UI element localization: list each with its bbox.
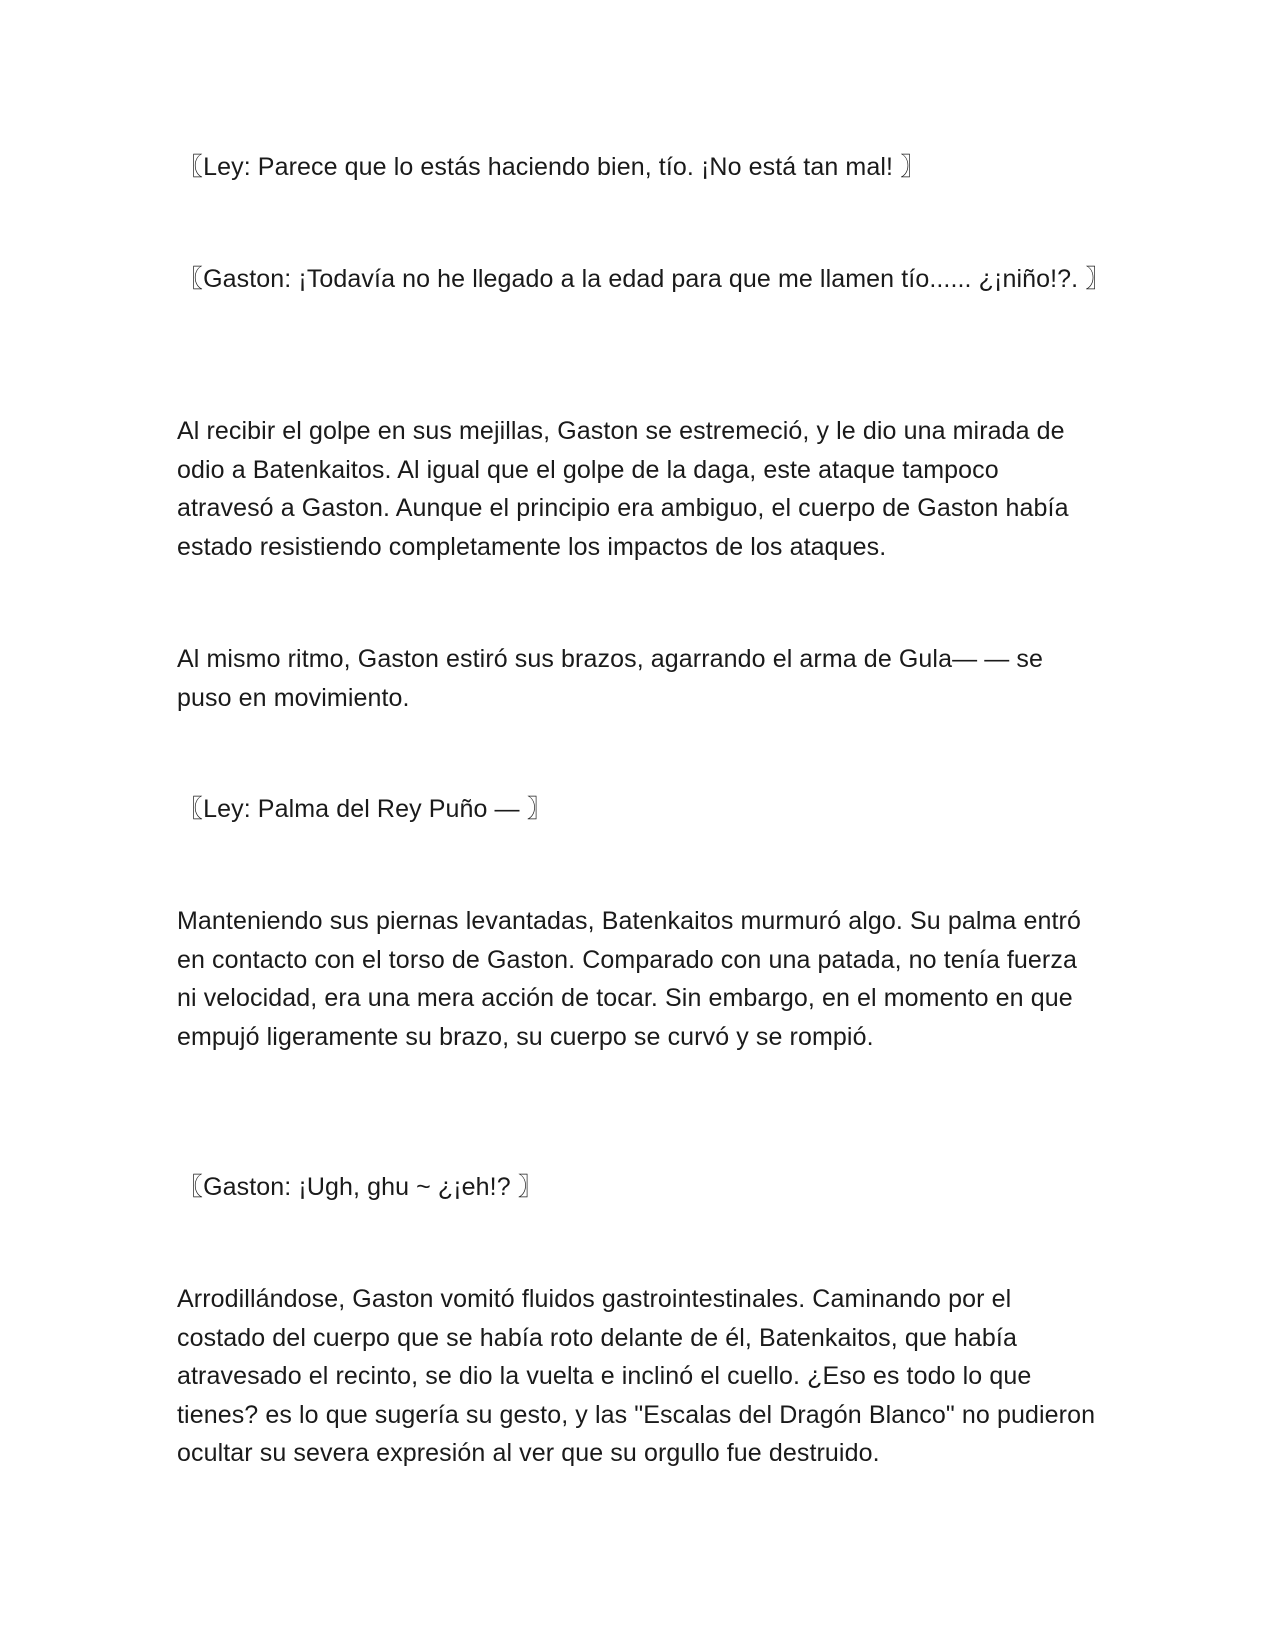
dialogue-ley-1: 〖Ley: Parece que lo estás haciendo bien, tío. ¡No está tan mal! 〗 xyxy=(178,153,926,181)
narration-paragraph-4: Arrodillándose, Gaston vomitó fluidos gastrointestinales. Caminando por el costado del cuerpo que se había roto delante de él, Batenkaitos, que había atravesado el recinto, se dio la vuelta e inclinó el cuello. ¿Eso es todo lo que tienes? es lo que sugería su gesto, y las "Escalas del Dragón Blanco" no pudieron ocultar su severa expresión al ver que su orgullo fue destruido. xyxy=(177,1285,1096,1467)
dialogue-ley-2: 〖Ley: Palma del Rey Puño — 〗 xyxy=(178,795,552,823)
narration-paragraph-2: Al mismo ritmo, Gaston estiró sus brazos, agarrando el arma de Gula— — se puso en movimiento. xyxy=(177,645,1043,712)
dialogue-gaston-2: 〖Gaston: ¡Ugh, ghu ~ ¿¡eh!? 〗 xyxy=(178,1173,543,1201)
narration-paragraph-1: Al recibir el golpe en sus mejillas, Gaston se estremeció, y le dio una mirada de odio a Batenkaitos. Al igual que el golpe de la daga, este ataque tampoco atravesó a Gaston. Aunque el principio era ambiguo, el cuerpo de Gaston había estado resistiendo completamente los impactos de los ataques. xyxy=(177,417,1069,561)
dialogue-gaston-1: 〖Gaston: ¡Todavía no he llegado a la edad para que me llamen tío...... ¿¡niño!?. 〗 xyxy=(178,265,1111,293)
narration-paragraph-3: Manteniendo sus piernas levantadas, Batenkaitos murmuró algo. Su palma entró en contacto con el torso de Gaston. Comparado con una patada, no tenía fuerza ni velocidad, era una mera acción de tocar. Sin embargo, en el momento en que empujó ligeramente su brazo, su cuerpo se curvó y se rompió. xyxy=(177,907,1081,1051)
